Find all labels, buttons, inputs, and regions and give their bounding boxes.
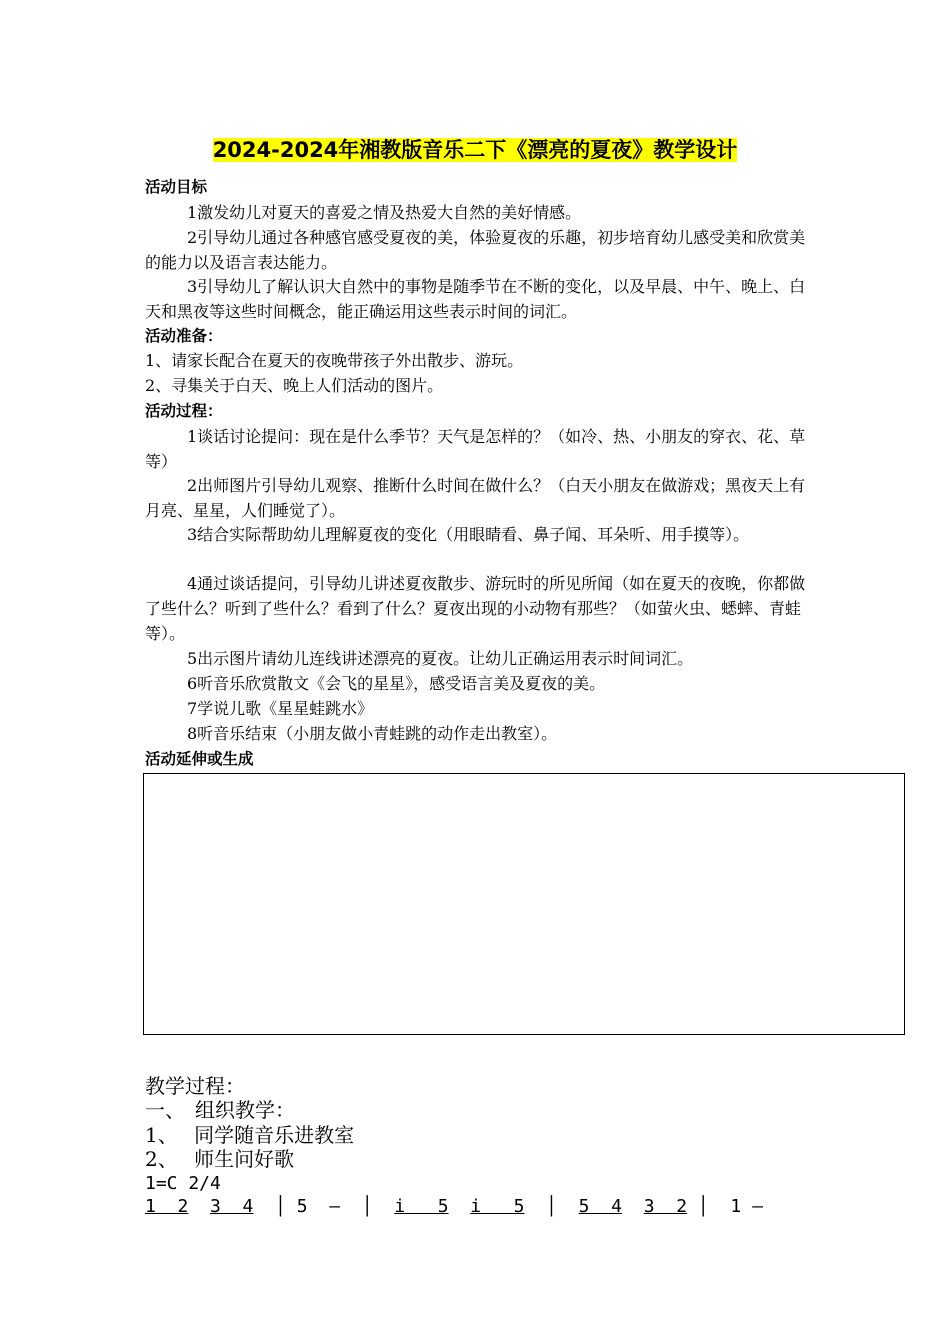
process-item-3: 3结合实际帮助幼儿理解夏夜的变化（用眼睛看、鼻子闻、耳朵听、用手摸等）。 [187,525,750,544]
score-measure-3a: i 5 [394,1196,449,1217]
goal-item-1: 1激发幼儿对夏天的喜爱之情及热爱大自然的美好情感。 [187,203,582,222]
process-item-6: 6听音乐欣赏散文《会飞的星星》，感受语言美及夏夜的美。 [187,674,606,693]
process-item-4: 4通过谈话提问，引导幼儿讲述夏夜散步、游玩时的所见所闻（如在夏天的夜晚，你都做了些什么？听到了些什么？看到了什么？夏夜出现的小动物有那些？（如萤火虫、蟋蟀、青蛙等）。 [145,574,806,643]
teaching-heading: 教学过程： [145,1074,245,1098]
goals-heading: 活动目标 [145,178,208,196]
extension-heading: 活动延伸或生成 [145,750,254,768]
blank-box [143,773,905,1035]
teaching-step-1-2: 2、 师生问好歌 [145,1147,295,1171]
barline: │ [275,1196,286,1217]
teaching-step-1-1: 1、 同学随音乐进教室 [145,1123,355,1147]
score-key: 1=C 2/4 [145,1173,221,1194]
prep-item-1: 1、请家长配合在夏天的夜晚带孩子外出散步、游玩。 [145,351,524,370]
music-score [145,1194,763,1220]
score-measure-2: 5 — [296,1196,341,1217]
process-heading: 活动过程： [145,402,223,420]
score-measure-5: 1 — [730,1196,763,1217]
process-item-2: 2出师图片引导幼儿观察、推断什么时间在做什么？（白天小朋友在做游戏；黑夜天上有月亮、星星，人们睡觉了）。 [145,476,806,520]
document-title [0,136,950,164]
title-text: 2024-2024年湘教版音乐二下《漂亮的夏夜》教学设计 [212,138,738,162]
prep-heading: 活动准备： [145,327,223,345]
barline: │ [361,1196,373,1217]
score-measure-3b: i 5 [470,1196,525,1217]
process-item-1: 1谈话讨论提问：现在是什么季节？天气是怎样的？（如冷、热、小朋友的穿衣、花、草等） [145,427,806,471]
teaching-step-1: 一、 组织教学： [145,1098,295,1122]
score-measure-4a: 5 4 [578,1196,622,1217]
barline: │ [697,1196,709,1217]
goal-item-3: 3引导幼儿了解认识大自然中的事物是随季节在不断的变化，以及早晨、中午、晚上、白天和黑夜等这些时间概念，能正确运用这些表示时间的词汇。 [145,277,806,321]
process-item-8: 8听音乐结束（小朋友做小青蛙跳的动作走出教室）。 [187,724,558,743]
process-item-7: 7学说儿歌《星星蛙跳水》 [187,699,374,718]
process-item-5: 5出示图片请幼儿连线讲述漂亮的夏夜。让幼儿正确运用表示时间词汇。 [187,649,694,668]
score-measure-4b: 3 2 [643,1196,688,1217]
score-measure-1b: 3 4 [210,1196,254,1217]
barline: │ [546,1196,557,1217]
prep-item-2: 2、寻集关于白天、晚上人们活动的图片。 [145,376,444,395]
score-measure-1a: 1 2 [145,1196,189,1217]
goal-item-2: 2引导幼儿通过各种感官感受夏夜的美，体验夏夜的乐趣，初步培育幼儿感受美和欣赏美的能力以及语言表达能力。 [145,228,806,272]
